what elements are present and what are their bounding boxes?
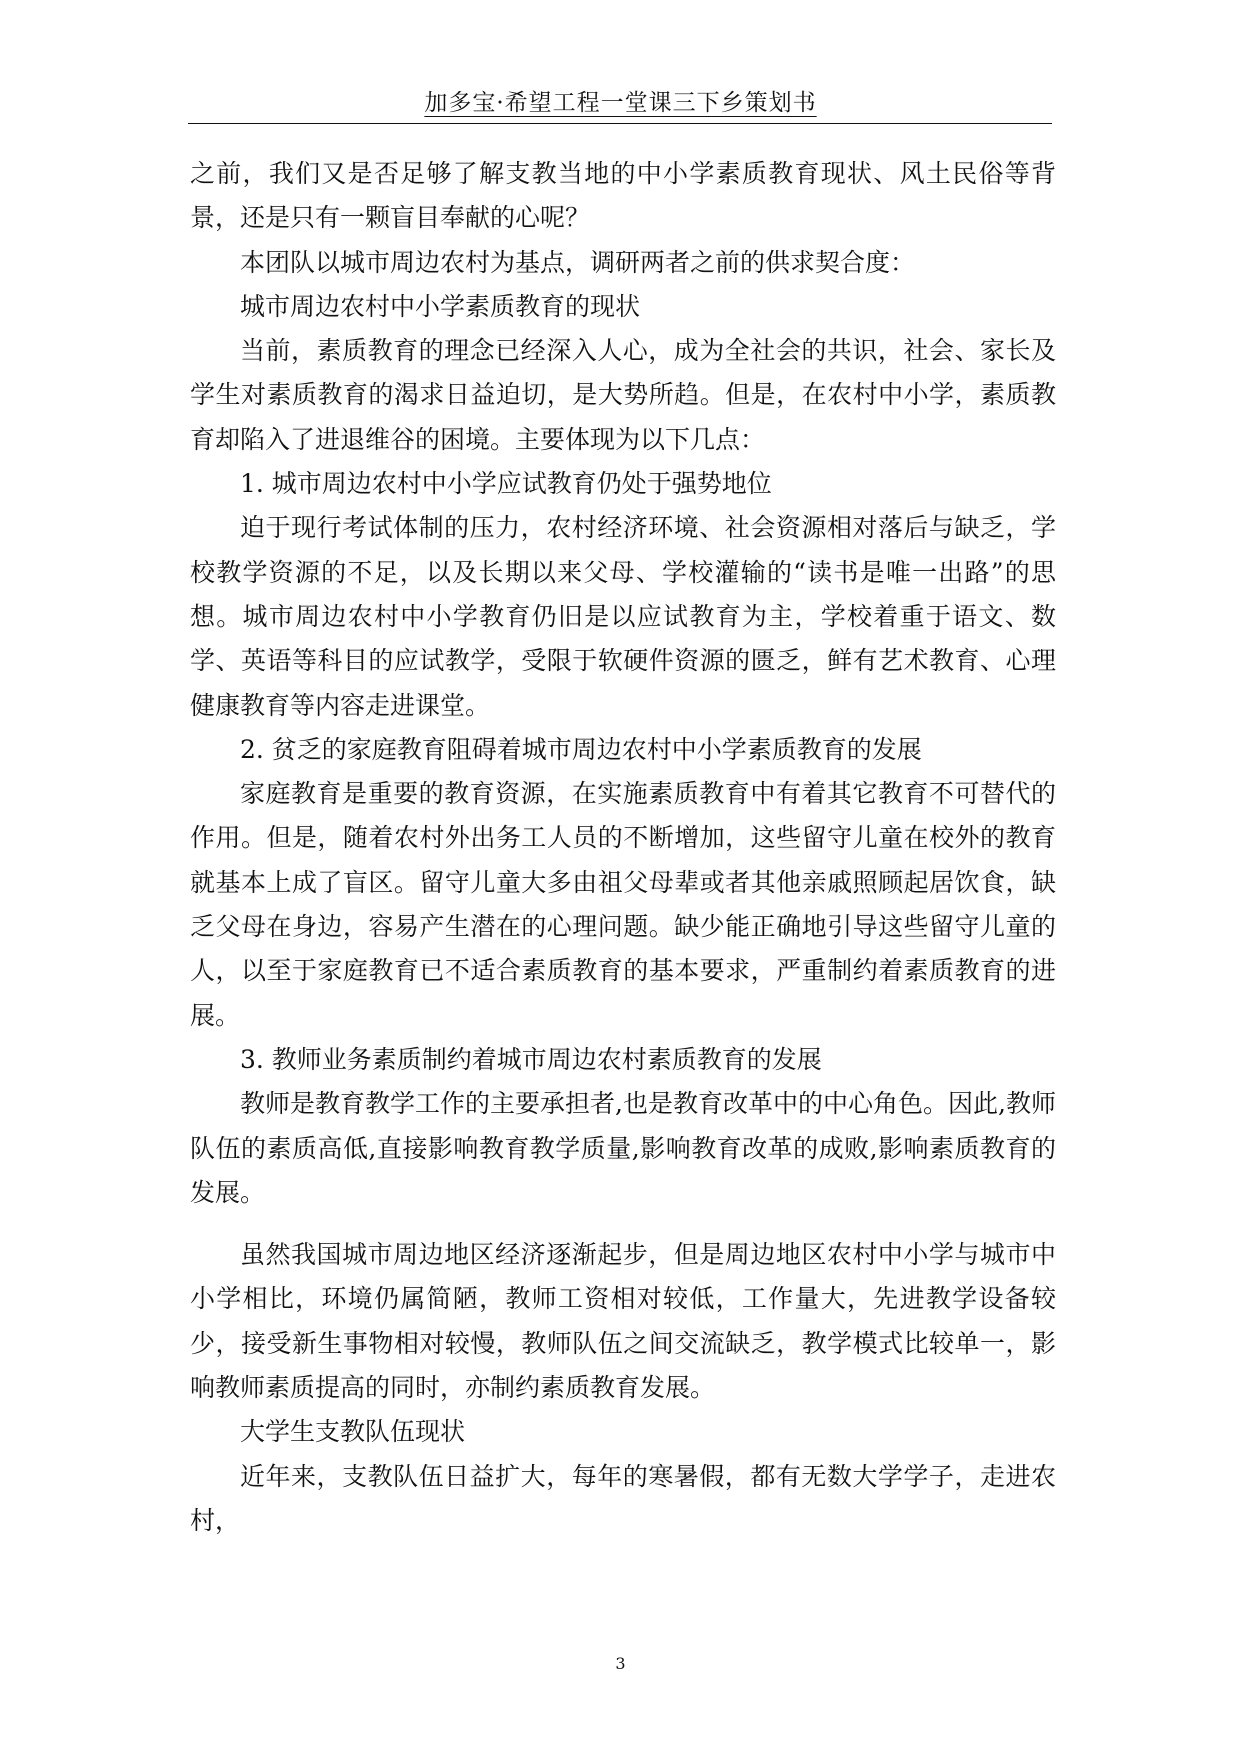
document-body — [190, 152, 1056, 1543]
paragraph-family-education: 家庭教育是重要的教育资源，在实施素质教育中有着其它教育不可替代的作用。但是，随着农村外出务工人员的不断增加，这些留守儿童在校外的教育就基本上成了盲区。留守儿童大多由祖父母辈或者其他亲戚照顾起居饮食，缺乏父母在身边，容易产生潜在的心理问题。缺少能正确地引导这些留守儿童的人，以至于家庭教育已不适合素质教育的基本要求，严重制约着素质教育的进展。 — [190, 779, 1056, 1030]
paragraph-exam-oriented: 迫于现行考试体制的压力，农村经济环境、社会资源相对落后与缺乏，学校教学资源的不足，以及长期以来父母、学校灌输的“读书是唯一出路”的思想。城市周边农村中小学教育仍旧是以应试教育为主，学校着重于语文、数学、英语等科目的应试教学，受限于软硬件资源的匮乏，鲜有艺术教育、心理健康教育等内容走进课堂。 — [190, 513, 1056, 720]
page-number: 3 — [615, 1654, 626, 1673]
subheading-teacher-quality: 3. 教师业务素质制约着城市周边农村素质教育的发展 — [240, 1044, 822, 1074]
subheading-exam-oriented: 1. 城市周边农村中小学应试教育仍处于强势地位 — [240, 469, 772, 499]
subheading-family-education: 2. 贫乏的家庭教育阻碍着城市周边农村中小学素质教育的发展 — [240, 734, 922, 764]
paragraph-current-status: 当前，素质教育的理念已经深入人心，成为全社会的共识，社会、家长及学生对素质教育的渴求日益迫切，是大势所趋。但是，在农村中小学，素质教育却陷入了进退维谷的困境。主要体现为以下几点： — [190, 336, 1056, 454]
paragraph-spacer — [190, 1215, 1056, 1233]
page-header — [0, 84, 1241, 117]
section-heading-volunteer-status: 大学生支教队伍现状 — [240, 1417, 466, 1447]
header-title: 加多宝·希望工程一堂课三下乡策划书 — [424, 90, 817, 116]
section-heading-current-status: 城市周边农村中小学素质教育的现状 — [240, 291, 641, 321]
header-divider — [188, 123, 1052, 124]
paragraph-teacher-quality: 教师是教育教学工作的主要承担者,也是教育改革中的中心角色。因此,教师队伍的素质高低,直接影响教育教学质量,影响教育改革的成败,影响素质教育的发展。 — [190, 1089, 1056, 1207]
paragraph-regional-economy: 虽然我国城市周边地区经济逐渐起步，但是周边地区农村中小学与城市中小学相比，环境仍属简陋，教师工资相对较低，工作量大，先进教学设备较少，接受新生事物相对较慢，教师队伍之间交流缺乏，教学模式比较单一，影响教师素质提高的同时，亦制约素质教育发展。 — [190, 1240, 1056, 1403]
paragraph-continuation: 之前，我们又是否足够了解支教当地的中小学素质教育现状、风土民俗等背景，还是只有一颗盲目奉献的心呢？ — [190, 159, 1056, 233]
paragraph-volunteer-status: 近年来，支教队伍日益扩大，每年的寒暑假，都有无数大学学子，走进农村， — [190, 1461, 1056, 1535]
paragraph-research-basis: 本团队以城市周边农村为基点，调研两者之前的供求契合度： — [240, 247, 916, 277]
